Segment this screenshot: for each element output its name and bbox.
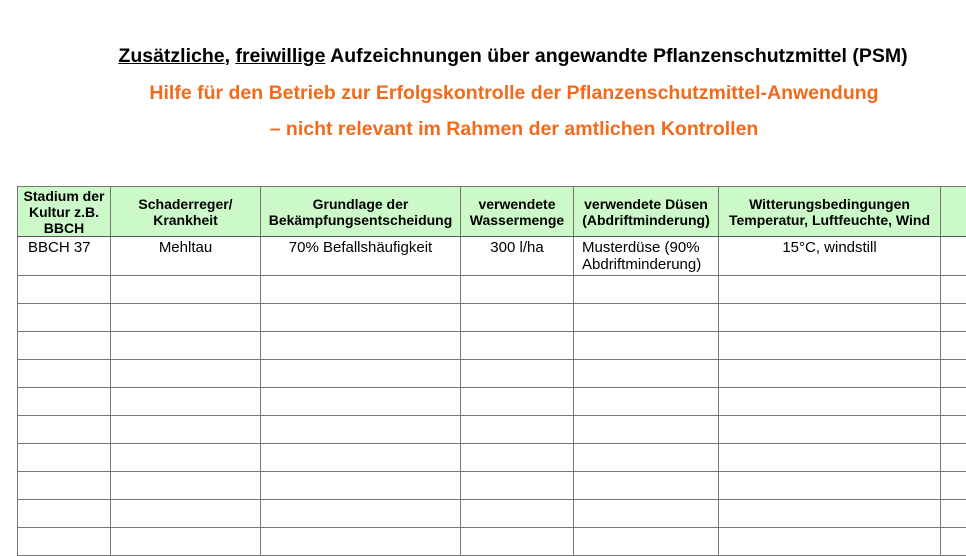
table-cell[interactable]: Mehltau — [111, 237, 261, 276]
table-cell[interactable] — [111, 304, 261, 332]
table-cell[interactable] — [719, 416, 941, 444]
table-cell[interactable] — [18, 500, 111, 528]
table-cell[interactable] — [18, 276, 111, 304]
table-cell[interactable] — [111, 500, 261, 528]
table-cell[interactable] — [18, 332, 111, 360]
table-cell[interactable] — [574, 388, 719, 416]
table-cell[interactable] — [574, 416, 719, 444]
table-cell[interactable] — [941, 500, 966, 528]
table-cell[interactable] — [941, 304, 966, 332]
table-header-row — [18, 187, 966, 237]
table-cell[interactable] — [111, 444, 261, 472]
column-header-witterung: Witterungsbedingungen Temperatur, Luftfeuchte, Wind — [719, 187, 941, 237]
table-row — [18, 416, 966, 444]
table-cell[interactable] — [941, 360, 966, 388]
table-cell[interactable] — [18, 388, 111, 416]
table-cell[interactable] — [719, 304, 941, 332]
table-cell[interactable] — [18, 360, 111, 388]
table-cell[interactable] — [941, 416, 966, 444]
table-row — [18, 237, 966, 276]
psm-records-table — [17, 186, 966, 556]
column-header-grundlage: Grundlage der Bekämpfungsentscheidung — [261, 187, 461, 237]
table-cell[interactable] — [719, 472, 941, 500]
title-part-zusaetzliche: Zusätzliche — [118, 45, 224, 67]
table-row — [18, 360, 966, 388]
table-row — [18, 388, 966, 416]
table-cell[interactable]: BBCH 37 — [18, 237, 111, 276]
table-cell[interactable] — [461, 360, 574, 388]
table-cell[interactable] — [574, 472, 719, 500]
table-cell[interactable] — [461, 332, 574, 360]
table-cell[interactable] — [261, 472, 461, 500]
table-cell[interactable] — [461, 472, 574, 500]
table-cell[interactable] — [574, 444, 719, 472]
table-cell[interactable] — [461, 304, 574, 332]
table-row — [18, 444, 966, 472]
table-cell[interactable] — [111, 388, 261, 416]
table-cell[interactable] — [261, 276, 461, 304]
title-part-freiwillige: freiwillige — [235, 45, 325, 67]
column-header-schaderreger: Schaderreger/ Krankheit — [111, 187, 261, 237]
table-cell[interactable] — [719, 360, 941, 388]
table-cell[interactable]: 70% Befallshäufigkeit — [261, 237, 461, 276]
table-cell[interactable] — [18, 528, 111, 556]
column-header-extra — [941, 187, 966, 237]
table-cell[interactable] — [18, 472, 111, 500]
title-part-rest: Aufzeichnungen über angewandte Pflanzenschutzmittel (PSM) — [325, 45, 907, 67]
table-cell[interactable] — [111, 276, 261, 304]
table-cell[interactable] — [574, 332, 719, 360]
title-separator: , — [225, 45, 236, 67]
table-cell[interactable] — [941, 276, 966, 304]
table-cell[interactable] — [261, 388, 461, 416]
table-cell[interactable] — [261, 332, 461, 360]
table-cell[interactable]: 300 l/ha — [461, 237, 574, 276]
column-header-duesen: verwendete Düsen (Abdriftminderung) — [574, 187, 719, 237]
table-cell[interactable] — [941, 528, 966, 556]
table-row — [18, 332, 966, 360]
table-cell[interactable] — [18, 444, 111, 472]
table-cell[interactable] — [719, 276, 941, 304]
table-row — [18, 304, 966, 332]
table-cell[interactable] — [261, 304, 461, 332]
table-cell[interactable]: 15°C, windstill — [719, 237, 941, 276]
table-cell[interactable] — [111, 360, 261, 388]
table-cell[interactable] — [461, 528, 574, 556]
table-row — [18, 500, 966, 528]
table-cell[interactable] — [111, 472, 261, 500]
table-cell[interactable] — [261, 528, 461, 556]
table-cell[interactable] — [111, 528, 261, 556]
table-cell[interactable] — [574, 304, 719, 332]
table-cell[interactable] — [261, 416, 461, 444]
table-row — [18, 276, 966, 304]
table-cell[interactable] — [461, 500, 574, 528]
table-cell[interactable] — [719, 332, 941, 360]
table-row — [18, 528, 966, 556]
table-cell[interactable] — [18, 304, 111, 332]
table-cell[interactable] — [261, 444, 461, 472]
table-cell[interactable] — [941, 472, 966, 500]
table-cell[interactable] — [574, 528, 719, 556]
table-cell[interactable] — [461, 388, 574, 416]
table-cell[interactable] — [261, 360, 461, 388]
column-header-stadium: Stadium der Kultur z.B. BBCH — [18, 187, 111, 237]
table-cell[interactable] — [719, 388, 941, 416]
table-cell[interactable] — [941, 332, 966, 360]
table-cell[interactable] — [941, 444, 966, 472]
table-cell[interactable] — [461, 416, 574, 444]
table-row — [18, 472, 966, 500]
table-cell[interactable] — [719, 444, 941, 472]
table-cell[interactable] — [941, 388, 966, 416]
table-cell[interactable] — [719, 528, 941, 556]
table-cell[interactable] — [941, 237, 966, 276]
table-cell[interactable] — [574, 500, 719, 528]
subtitle-help: Hilfe für den Betrieb zur Erfolgskontrolle der Pflanzenschutzmittel-Anwendung — [31, 82, 966, 105]
column-header-wassermenge: verwendete Wassermenge — [461, 187, 574, 237]
table-cell[interactable] — [18, 416, 111, 444]
subtitle-note: – nicht relevant im Rahmen der amtlichen Kontrollen — [31, 118, 966, 141]
table-cell[interactable] — [111, 332, 261, 360]
table-cell[interactable] — [261, 500, 461, 528]
table-cell[interactable] — [574, 360, 719, 388]
page-title — [30, 45, 966, 68]
table-cell[interactable] — [574, 276, 719, 304]
table-cell[interactable] — [461, 444, 574, 472]
table-cell[interactable]: Musterdüse (90% Abdriftminderung) — [574, 237, 719, 276]
table-cell[interactable] — [111, 416, 261, 444]
table-cell[interactable] — [461, 276, 574, 304]
table-cell[interactable] — [719, 500, 941, 528]
